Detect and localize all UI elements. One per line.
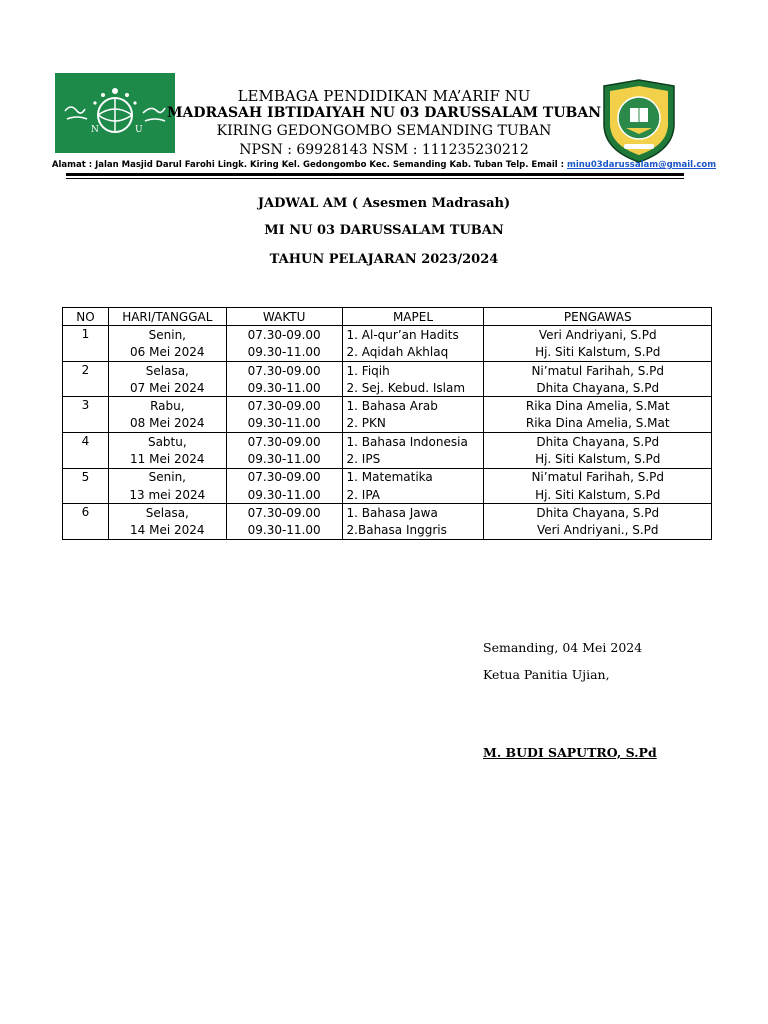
email-link[interactable]: minu03darussalam@gmail.com xyxy=(566,160,717,170)
cell-time: 07.30-09.00 xyxy=(226,397,342,415)
table-row xyxy=(63,415,712,433)
cell-time: 07.30-09.00 xyxy=(226,361,342,379)
cell-no: 6 xyxy=(63,504,109,540)
cell-day: Senin, xyxy=(108,468,226,486)
table-header-row xyxy=(63,308,712,326)
logo-letter-n: N xyxy=(91,125,99,135)
cell-time: 07.30-09.00 xyxy=(226,433,342,451)
cell-no: 1 xyxy=(63,326,109,362)
cell-time: 09.30-11.00 xyxy=(226,486,342,504)
cell-day: Senin, xyxy=(108,326,226,344)
table-row xyxy=(63,397,712,415)
header-npsn: NPSN : 69928143 NSM : 111235230212 xyxy=(239,142,529,158)
cell-time: 09.30-11.00 xyxy=(226,522,342,540)
logo-letter-u: U xyxy=(135,125,143,135)
signature-place-date: Semanding, 04 Mei 2024 xyxy=(483,640,643,655)
cell-proctor: Veri Andriyani, S.Pd xyxy=(484,326,712,344)
cell-date: 13 mei 2024 xyxy=(108,486,226,504)
doc-title: JADWAL AM ( Asesmen Madrasah) xyxy=(257,196,511,211)
cell-time: 07.30-09.00 xyxy=(226,468,342,486)
table-row xyxy=(63,468,712,486)
cell-proctor: Dhita Chayana, S.Pd xyxy=(484,504,712,522)
cell-subject: 1. Bahasa Arab xyxy=(342,397,484,415)
table-row xyxy=(63,344,712,362)
cell-proctor: Rika Dina Amelia, S.Mat xyxy=(484,415,712,433)
cell-subject: 2. PKN xyxy=(342,415,484,433)
cell-day: Selasa, xyxy=(108,504,226,522)
cell-no: 5 xyxy=(63,468,109,504)
cell-subject: 2. IPS xyxy=(342,450,484,468)
header-address xyxy=(0,160,768,170)
table-row xyxy=(63,326,712,344)
cell-proctor: Hj. Siti Kalstum, S.Pd xyxy=(484,344,712,362)
header-divider-thick xyxy=(66,173,684,176)
cell-day: Rabu, xyxy=(108,397,226,415)
cell-no: 3 xyxy=(63,397,109,433)
col-hari: HARI/TANGGAL xyxy=(108,308,226,326)
cell-date: 11 Mei 2024 xyxy=(108,450,226,468)
table-row xyxy=(63,522,712,540)
cell-proctor: Rika Dina Amelia, S.Mat xyxy=(484,397,712,415)
col-mapel: MAPEL xyxy=(342,308,484,326)
cell-time: 07.30-09.00 xyxy=(226,326,342,344)
header-foundation: LEMBAGA PENDIDIKAN MA’ARIF NU xyxy=(237,87,531,105)
header-school-name: MADRASAH IBTIDAIYAH NU 03 DARUSSALAM TUBAN xyxy=(166,105,602,121)
doc-year: TAHUN PELAJARAN 2023/2024 xyxy=(269,252,499,267)
header-divider-thin xyxy=(66,178,684,179)
table-row xyxy=(63,486,712,504)
doc-school: MI NU 03 DARUSSALAM TUBAN xyxy=(264,223,504,238)
cell-time: 09.30-11.00 xyxy=(226,344,342,362)
cell-subject: 1. Fiqih xyxy=(342,361,484,379)
table-row xyxy=(63,504,712,522)
table-row xyxy=(63,361,712,379)
cell-time: 09.30-11.00 xyxy=(226,379,342,397)
cell-subject: 1. Al-qur’an Hadits xyxy=(342,326,484,344)
cell-proctor: Ni’matul Farihah, S.Pd xyxy=(484,468,712,486)
cell-time: 09.30-11.00 xyxy=(226,415,342,433)
col-pengawas: PENGAWAS xyxy=(484,308,712,326)
cell-proctor: Hj. Siti Kalstum, S.Pd xyxy=(484,486,712,504)
cell-subject: 2. Aqidah Akhlaq xyxy=(342,344,484,362)
col-waktu: WAKTU xyxy=(226,308,342,326)
address-text: Alamat : Jalan Masjid Darul Farohi Lingk. Kiring Kel. Gedongombo Kec. Semanding Kab. Tuban Telp. Email : xyxy=(51,160,567,170)
cell-date: 08 Mei 2024 xyxy=(108,415,226,433)
cell-day: Sabtu, xyxy=(108,433,226,451)
header-location: KIRING GEDONGOMBO SEMANDING TUBAN xyxy=(216,123,552,139)
cell-date: 07 Mei 2024 xyxy=(108,379,226,397)
cell-day: Selasa, xyxy=(108,361,226,379)
cell-time: 07.30-09.00 xyxy=(226,504,342,522)
cell-time: 09.30-11.00 xyxy=(226,450,342,468)
cell-date: 14 Mei 2024 xyxy=(108,522,226,540)
cell-proctor: Dhita Chayana, S.Pd xyxy=(484,379,712,397)
cell-subject: 1. Bahasa Jawa xyxy=(342,504,484,522)
table-row xyxy=(63,433,712,451)
col-no: NO xyxy=(63,308,109,326)
cell-subject: 2.Bahasa Inggris xyxy=(342,522,484,540)
cell-subject: 1. Bahasa Indonesia xyxy=(342,433,484,451)
cell-subject: 1. Matematika xyxy=(342,468,484,486)
table-row xyxy=(63,379,712,397)
cell-no: 4 xyxy=(63,433,109,469)
signature-role: Ketua Panitia Ujian, xyxy=(483,667,610,682)
signature-name: M. BUDI SAPUTRO, S.Pd xyxy=(483,745,657,760)
cell-date: 06 Mei 2024 xyxy=(108,344,226,362)
cell-proctor: Veri Andriyani., S.Pd xyxy=(484,522,712,540)
cell-subject: 2. IPA xyxy=(342,486,484,504)
cell-subject: 2. Sej. Kebud. Islam xyxy=(342,379,484,397)
schedule-table xyxy=(62,307,712,540)
table-row xyxy=(63,450,712,468)
cell-proctor: Ni’matul Farihah, S.Pd xyxy=(484,361,712,379)
cell-proctor: Dhita Chayana, S.Pd xyxy=(484,433,712,451)
cell-proctor: Hj. Siti Kalstum, S.Pd xyxy=(484,450,712,468)
cell-no: 2 xyxy=(63,361,109,397)
